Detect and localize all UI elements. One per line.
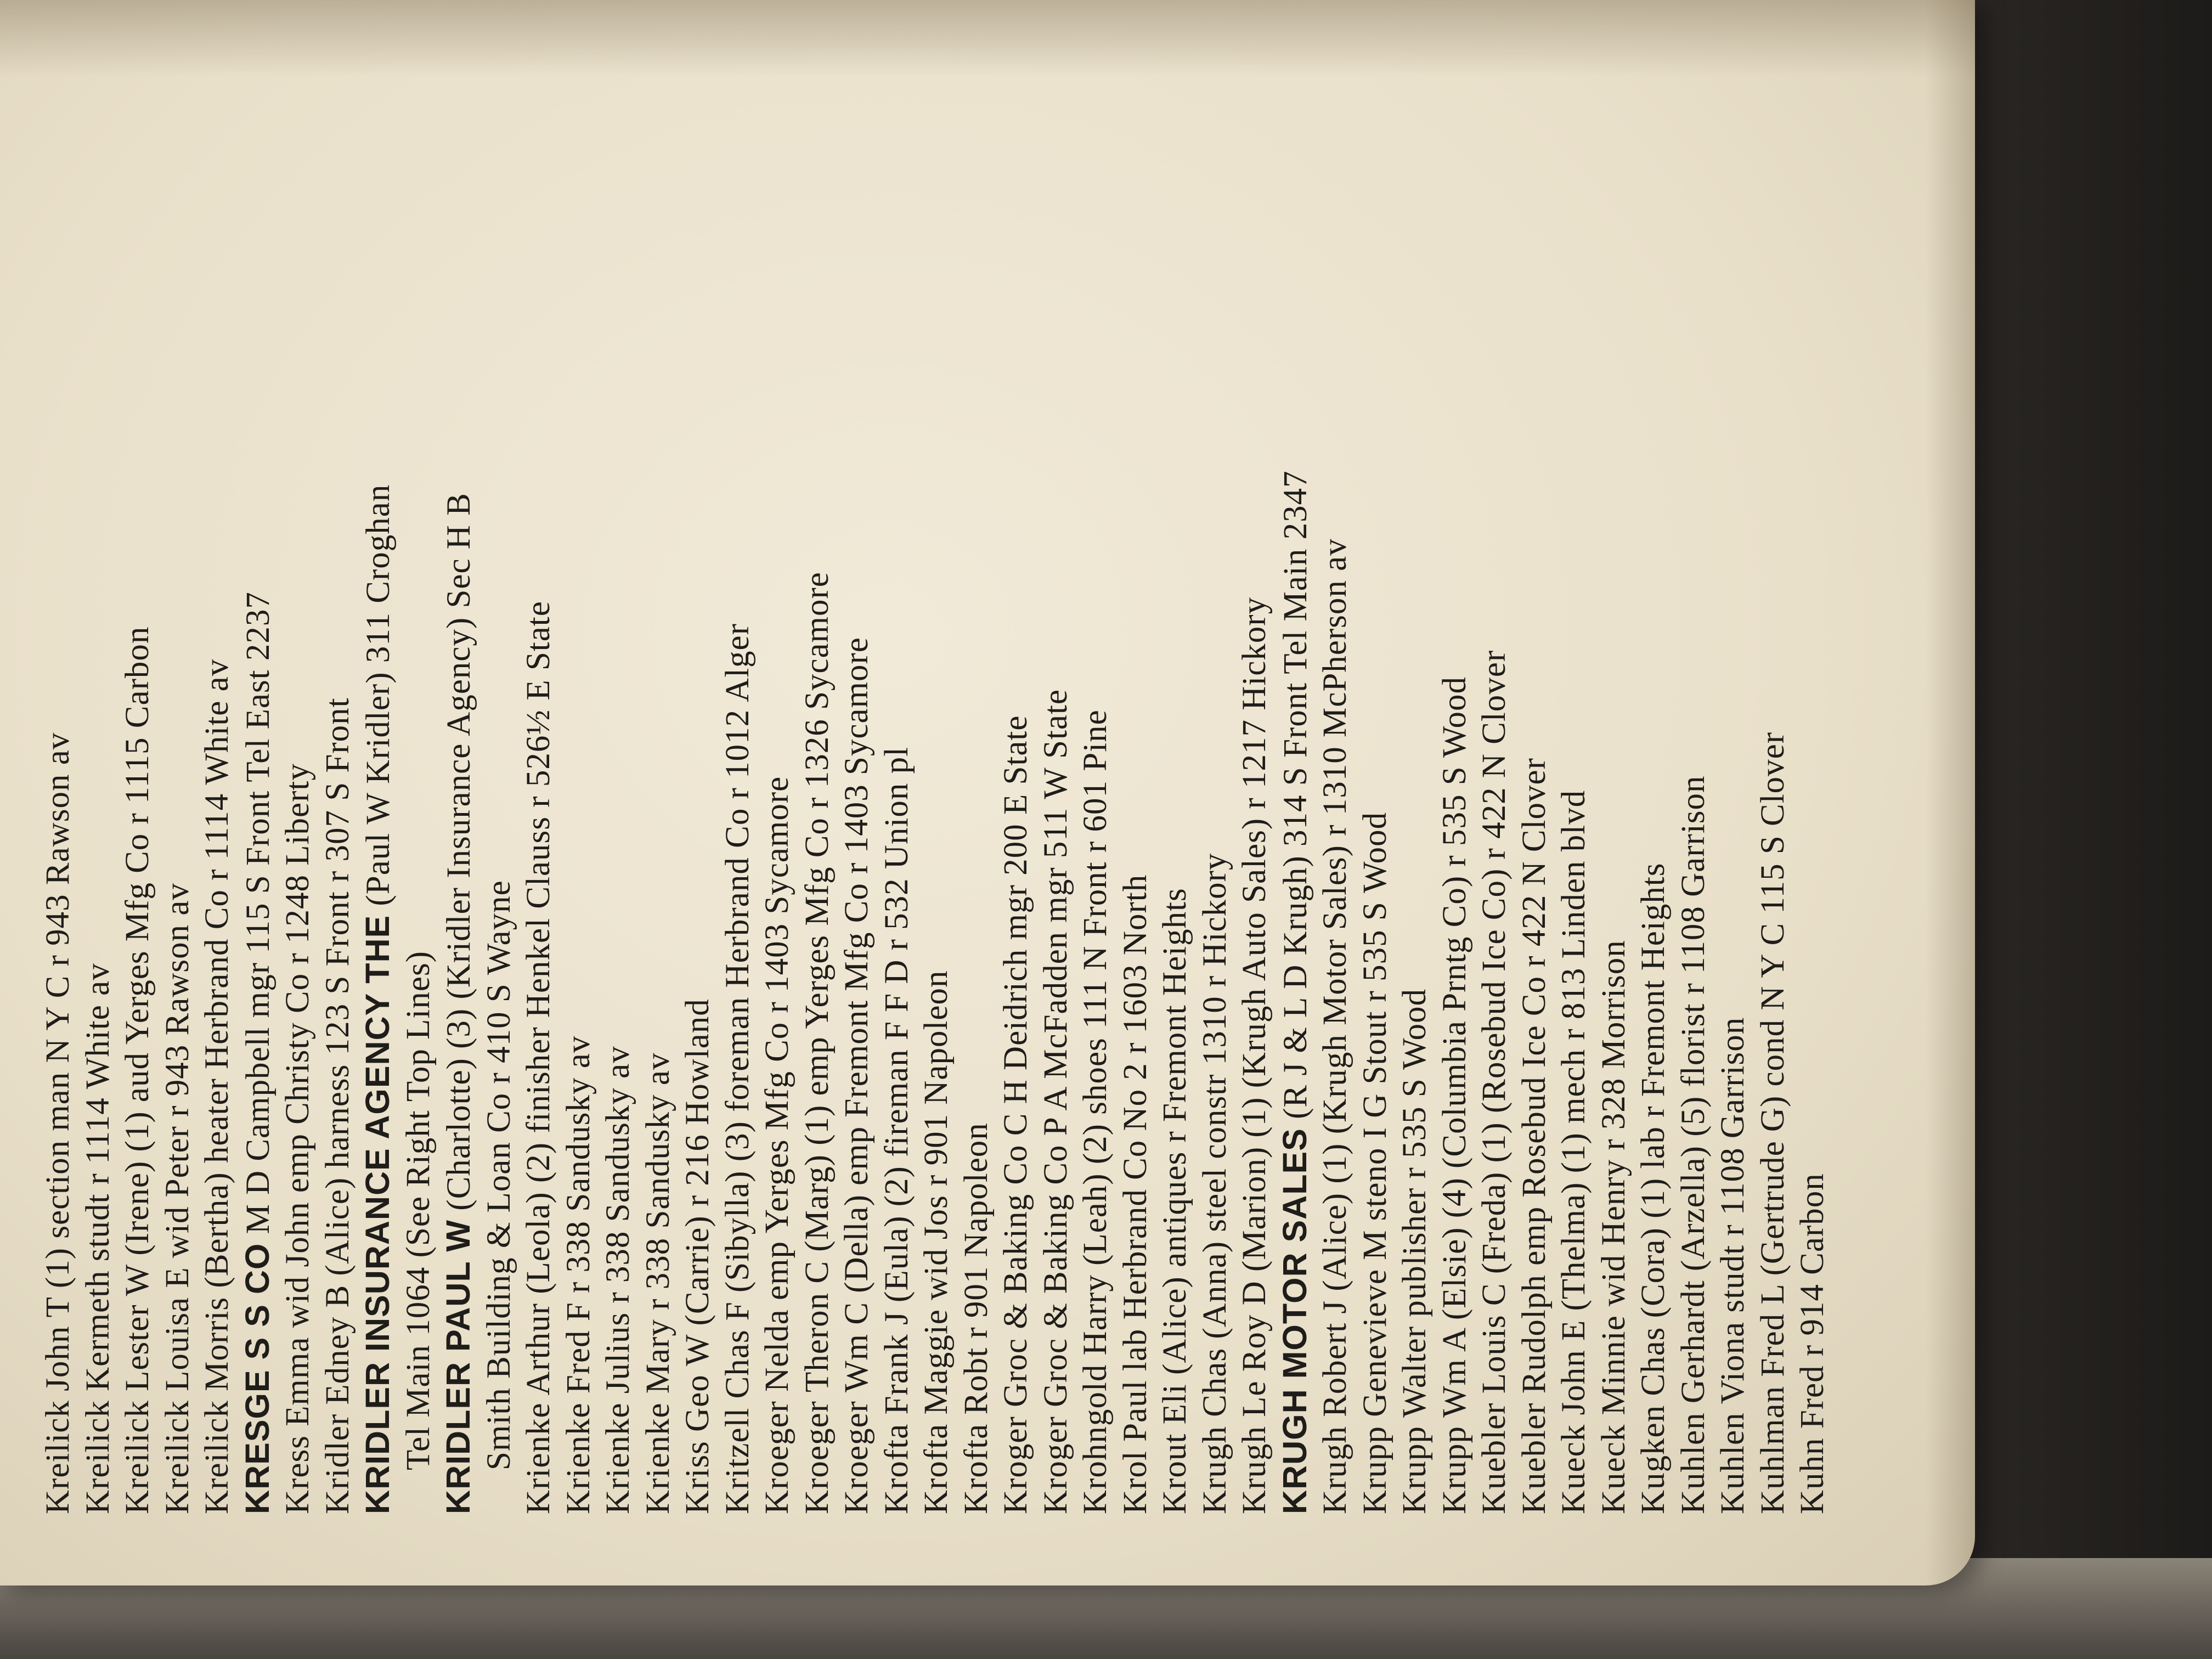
entry-details: (Paul W Kridler) 311 Croghan: [360, 484, 397, 915]
directory-entry: Tel Main 1064 (See Right Top Lines): [399, 951, 437, 1470]
directory-entry: Kuebler Louis C (Freda) (1) (Rosebud Ice Co) r 422 N Clover: [1476, 650, 1513, 1514]
directory-entry: Krohngold Harry (Leah) (2) shoes 111 N Front r 601 Pine: [1077, 709, 1114, 1514]
directory-entry: Kreilick Louisa E wid Peter r 943 Rawson av: [159, 883, 196, 1514]
directory-entry: Smith Building & Loan Co r 410 S Wayne: [480, 880, 517, 1470]
directory-entry: Kridler Edney B (Alice) harness 123 S Front r 307 S Front: [319, 697, 356, 1514]
directory-entry: Kroeger Wm C (Della) emp Fremont Mfg Co r 1403 Sycamore: [838, 637, 875, 1514]
directory-entry: Kroger Groc & Baking Co P A McFadden mgr 511 W State: [1037, 689, 1074, 1514]
entry-bold-name: KRIDLER INSURANCE AGENCY THE: [359, 915, 396, 1514]
directory-entry: Kugken Chas (Cora) (1) lab r Fremont Heights: [1635, 862, 1672, 1514]
directory-entry: [358, 0, 399, 1514]
directory-entry: Kreilick Morris (Bertha) heater Herbrand Co r 1114 White av: [199, 658, 235, 1514]
entry-bold-name: KRUGH MOTOR SALES: [1276, 1128, 1313, 1514]
directory-entry: Kuhn Fred r 914 Carbon: [1794, 1173, 1831, 1514]
directory-entry: Krienke Mary r 338 Sandusky av: [639, 1052, 676, 1514]
directory-entry: Kroeger Nelda emp Yerges Mfg Co r 1403 Sycamore: [759, 776, 795, 1514]
directory-entry: Kroger Groc & Baking Co C H Deidrich mgr 200 E State: [997, 715, 1034, 1514]
directory-entry: Kuhlman Fred L (Gertrude G) cond N Y C 115 S Clover: [1754, 731, 1791, 1514]
directory-entry: Krienke Arthur (Leola) (2) finisher Henkel Clauss r 526½ E State: [520, 601, 557, 1514]
directory-entry: Krupp Walter publisher r 535 S Wood: [1396, 988, 1433, 1514]
directory-entry: Krugh Robert J (Alice) (1) (Krugh Motor Sales) r 1310 McPherson av: [1317, 538, 1353, 1514]
directory-entry: Kuhlen Gerhardt (Arzella) (5) florist r 1108 Garrison: [1674, 775, 1712, 1514]
page-right-edge: [1926, 0, 1975, 1585]
entry-details: (Charlotte) (3) (Kridler Insurance Agency) Sec H B: [441, 493, 477, 1220]
directory-entry: Krout Eli (Alice) antiques r Fremont Heights: [1156, 888, 1193, 1514]
directory-entry: Krienke Fred F r 338 Sandusky av: [560, 1035, 597, 1514]
entry-bold-name: KRESGE S S CO: [238, 1243, 276, 1514]
directory-entry: [438, 0, 479, 1514]
rotated-text-block: [22, 0, 1887, 1531]
directory-listing: [38, 0, 1833, 1514]
directory-entry: Krupp Wm A (Elsie) (4) (Columbia Prntg Co) r 535 S Wood: [1436, 676, 1473, 1514]
entry-bold-name: KRIDLER PAUL W: [439, 1220, 477, 1514]
directory-entry: Krugh Chas (Anna) steel constr 1310 r Hickory: [1196, 853, 1233, 1514]
directory-entry: Krofta Frank J (Eula) (2) fireman F F D r 532 Union pl: [878, 746, 915, 1514]
directory-entry: Kreilick Kermeth studt r 1114 White av: [79, 963, 116, 1514]
entry-details: (R J & L D Krugh) 314 S Front Tel Main 2347: [1277, 470, 1314, 1128]
entry-details: M D Campbell mgr 115 S Front Tel East 2237: [239, 591, 276, 1243]
directory-entry: Kress Emma wid John emp Christy Co r 1248 Liberty: [279, 763, 316, 1514]
directory-entry: Krol Paul lab Herbrand Co No 2 r 1603 North: [1116, 874, 1154, 1514]
directory-entry: Kreilick Lester W (Irene) (1) aud Yerges Mfg Co r 1115 Carbon: [119, 626, 156, 1514]
directory-entry: Krienke Julius r 338 Sandusky av: [600, 1046, 636, 1514]
directory-entry: Kueck John E (Thelma) (1) mech r 813 Linden blvd: [1555, 789, 1592, 1514]
directory-entry: Krofta Maggie wid Jos r 901 Napoleon: [918, 970, 955, 1514]
directory-entry: Kuebler Rudolph emp Rosebud Ice Co r 422 N Clover: [1515, 758, 1553, 1514]
directory-entry: Kueck Minnie wid Henry r 328 Morrison: [1595, 940, 1632, 1514]
directory-entry: Kritzell Chas F (Sibylla) (3) foreman Herbrand Co r 1012 Alger: [719, 623, 756, 1514]
directory-entry: Kroeger Theron C (Marg) (1) emp Yerges Mfg Co r 1326 Sycamore: [798, 572, 836, 1514]
directory-entry: Kriss Geo W (Carrie) r 216 Howland: [679, 998, 716, 1514]
directory-entry: Kreilick John T (1) section man N Y C r 943 Rawson av: [40, 732, 76, 1514]
directory-entry: Kuhlen Viona studt r 1108 Garrison: [1714, 1017, 1751, 1514]
directory-entry: [238, 0, 279, 1514]
directory-entry: Krupp Genevieve M steno I G Stout r 535 S Wood: [1356, 811, 1393, 1514]
directory-entry: Krugh Le Roy D (Marion) (1) (Krugh Auto Sales) r 1217 Hickory: [1236, 596, 1273, 1514]
book-back-cover: [1953, 0, 2212, 1575]
directory-entry: [1275, 0, 1316, 1514]
directory-entry: Krofta Robt r 901 Napoleon: [957, 1122, 995, 1514]
